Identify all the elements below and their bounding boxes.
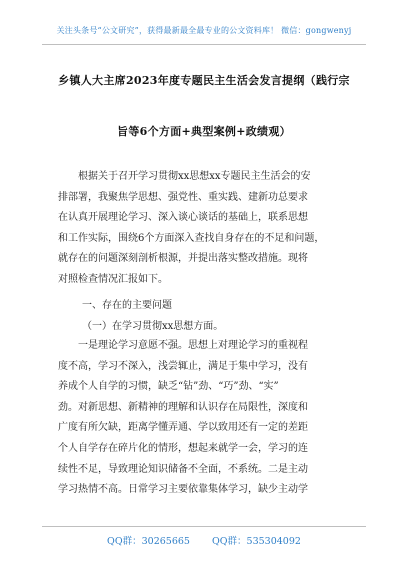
document-title-line-2: 旨等6个方面+典型案例+政绩观）	[117, 125, 291, 138]
body-line: 学习热情不高。日常学习主要依靠集体学习，缺少主动学	[58, 484, 308, 496]
intro-line: 对照检查情况汇报如下。	[58, 273, 168, 285]
body-line: 养成个人自学的习惯，缺乏“钻”劲、“巧”劲、“实”	[58, 381, 279, 393]
body-line: 劲。对新思想、新精神的理解和认识存在局限性，深度和	[58, 401, 308, 413]
header-divider	[42, 44, 366, 45]
body-paragraph	[58, 336, 358, 501]
body-line: 一是理论学习意愿不强。思想上对理论学习的重视程	[78, 340, 308, 351]
subsection-heading-study: （一）在学习贯彻xx思想方面。	[82, 321, 224, 332]
footer-divider	[42, 526, 366, 527]
intro-line: 和工作实际，围绕6个方面深入查找自身存在的不足和问题，	[58, 232, 325, 244]
footer-contact	[0, 533, 408, 547]
section-heading-problems: 一、存在的主要问题	[82, 300, 172, 311]
body-line: 度不高，学习不深入，浅尝辄止，满足于集中学习，没有	[58, 360, 308, 372]
header-promo-note: 关注头条号“公文研究”，获得最新最全最专业的公文资料库！ 微信：gongwenyj	[56, 26, 352, 35]
document-title-line-1: 乡镇人大主席2023年度专题民主生活会发言提纲（践行宗	[58, 74, 350, 87]
footer-qq-group-1: QQ群：30265665	[107, 536, 190, 547]
intro-line: 就存在的问题深刻剖析根源，并提出落实整改措施。现将	[58, 253, 308, 265]
body-line: 广度有所欠缺，距离学懂弄通、学以致用还有一定的差距	[58, 422, 308, 434]
intro-paragraph	[58, 167, 358, 291]
body-line: 续性不足，导致理论知识储备不全面，不系统。二是主动	[58, 463, 308, 475]
intro-line: 根据关于召开学习贯彻xx思想xx专题民主生活会的安	[78, 171, 311, 182]
intro-line: 在认真开展理论学习、深入谈心谈话的基础上，联系思想	[58, 212, 308, 224]
body-line: 个人自学存在碎片化的情形，想起来就学一会，学习的连	[58, 442, 308, 454]
footer-qq-group-2: QQ群：535304092	[211, 536, 301, 547]
intro-line: 排部署，我聚焦学思想、强党性、重实践、建新功总要求	[58, 191, 308, 203]
